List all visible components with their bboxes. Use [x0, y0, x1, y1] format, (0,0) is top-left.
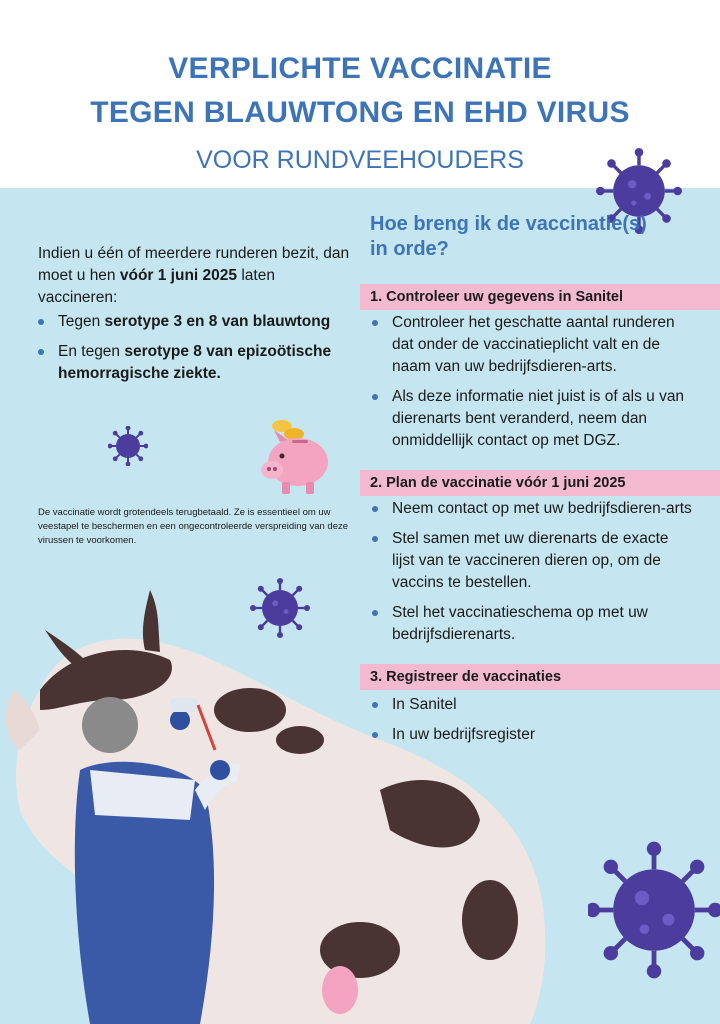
- list-item: In Sanitel: [372, 694, 692, 716]
- section-3-title: 3. Registreer de vaccinaties: [360, 664, 720, 690]
- list-item-bold: serotype 3 en 8 van blauwtong: [104, 313, 331, 330]
- section-1-list: [372, 312, 692, 460]
- list-item: Stel het vaccinatieschema op met uw bedrijfsdierenarts.: [372, 602, 692, 646]
- list-item: [38, 311, 368, 333]
- list-item-text: En tegen: [58, 343, 125, 360]
- piggy-bank-icon: [252, 412, 336, 498]
- title-line-2: TEGEN BLAUWTONG EN EHD VIRUS: [90, 96, 630, 129]
- section-1-title: 1. Controleer uw gegevens in Sanitel: [360, 284, 720, 310]
- subtitle: VOOR RUNDVEEHOUDERS: [196, 146, 524, 174]
- intro-text-end: laten vaccineren:: [38, 267, 275, 306]
- right-heading: Hoe breng ik de vaccinatie(s) in orde?: [370, 213, 647, 260]
- list-item-bold: serotype 8 van epizoötische hemorragische ziekte.: [58, 343, 332, 382]
- intro-paragraph: [38, 243, 358, 309]
- virus-icon: [108, 426, 148, 466]
- intro-text: Indien u één of meerdere runderen bezit, dan moet u hen: [38, 245, 350, 284]
- intro-deadline: vóór 1 juni 2025: [119, 267, 238, 284]
- section-2-title: 2. Plan de vaccinatie vóór 1 juni 2025: [360, 470, 720, 496]
- section-2-list: [372, 498, 692, 654]
- list-item: Stel samen met uw dierenarts de exacte lijst van te vaccineren dieren op, om de vaccins te bestellen.: [372, 528, 692, 594]
- list-item: Als deze informatie niet juist is of als u van dierenarts bent veranderd, neem dan onmiddellijk contact op met DGZ.: [372, 386, 692, 452]
- title-line-1: VERPLICHTE VACCINATIE: [168, 52, 552, 85]
- list-item: In uw bedrijfsregister: [372, 724, 692, 746]
- list-item: Neem contact op met uw bedrijfsdieren-arts: [372, 498, 692, 520]
- section-3-list: [372, 694, 692, 754]
- list-item-text: Tegen: [58, 313, 105, 330]
- list-item: Controleer het geschatte aantal runderen dat onder de vaccinatieplicht valt en de naam van uw bedrijfsdieren-arts.: [372, 312, 692, 378]
- list-item: [38, 341, 368, 385]
- reimbursement-note: De vaccinatie wordt grotendeels terugbetaald. Ze is essentieel om uw veestapel te beschermen en een ongecontroleerde verspreiding van deze virussen te voorkomen.: [38, 507, 349, 546]
- intro-list: [38, 311, 368, 393]
